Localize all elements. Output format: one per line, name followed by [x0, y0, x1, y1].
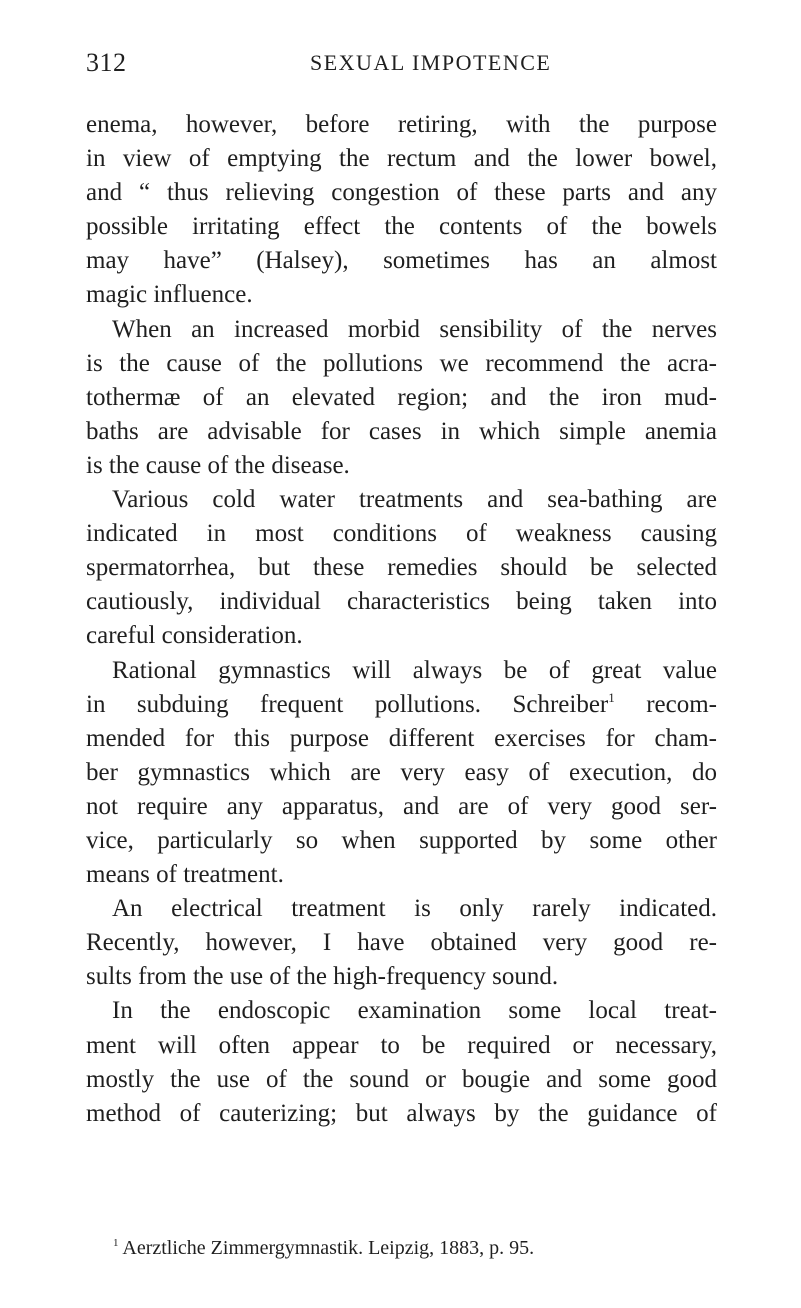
paragraph-cold-water: [86, 483, 717, 653]
text-line: cautiously, individual characteristics being taken into: [86, 588, 717, 616]
text-line: vice, particularly so when supported by some other: [86, 826, 717, 854]
text-line: In the endoscopic examination some local treat-: [112, 997, 717, 1025]
text-line: in view of emptying the rectum and the lower bowel,: [86, 145, 717, 173]
text-line: mostly the use of the sound or bougie and some good: [86, 1065, 717, 1093]
text-line: spermatorrhea, but these remedies should be selected: [86, 554, 717, 582]
text-line: Recently, however, I have obtained very good re-: [86, 929, 717, 957]
footnote-text: Aerztliche Zimmergymnastik. Leipzig, 1883, p. 95.: [118, 1237, 535, 1259]
footnote-reference: 1: [608, 689, 615, 705]
body-text: [86, 108, 717, 1131]
page-number: 312: [86, 48, 127, 77]
text-line: mended for this purpose different exercises for cham-: [86, 724, 717, 752]
paragraph-electrical: [86, 892, 717, 994]
text-line: and “ thus relieving congestion of these parts and any: [86, 179, 717, 207]
text-line: baths are advisable for cases in which simple anemia: [86, 417, 717, 445]
text-line: indicated in most conditions of weakness causing: [86, 520, 717, 548]
paragraph-enema: [86, 108, 717, 313]
text-line: method of cauterizing; but always by the guidance of: [86, 1099, 717, 1127]
page-header: [86, 48, 716, 82]
text-line: ber gymnastics which are very easy of execution, do: [86, 758, 717, 786]
text-line: sults from the use of the high-frequency sound.: [86, 963, 559, 991]
text-line: is the cause of the disease.: [86, 451, 350, 479]
text-line: ment will often appear to be required or necessary,: [86, 1031, 717, 1059]
text-line: possible irritating effect the contents of the bowels: [86, 213, 717, 241]
text-line: magic influence.: [86, 281, 253, 309]
text-segment: in subduing frequent pollutions. Schreiber: [86, 690, 609, 718]
text-line: not require any apparatus, and are of very good ser-: [86, 792, 717, 820]
text-segment: recom-: [614, 690, 717, 718]
text-line: [86, 688, 717, 722]
paragraph-gymnastics: [86, 654, 717, 893]
footnote: [113, 1237, 717, 1260]
paragraph-endoscopic: [86, 994, 717, 1130]
text-line: enema, however, before retiring, with the purpose: [86, 111, 717, 138]
text-line: Various cold water treatments and sea-bathing are: [112, 486, 717, 514]
footnote-mark: 1: [113, 1237, 119, 1249]
text-line: When an increased morbid sensibility of the nerves: [112, 315, 717, 343]
text-line: An electrical treatment is only rarely indicated.: [112, 895, 717, 923]
text-line: is the cause of the pollutions we recommend the acra-: [86, 349, 717, 377]
text-line: tothermæ of an elevated region; and the iron mud-: [86, 383, 717, 411]
text-line: Rational gymnastics will always be of great value: [112, 656, 717, 684]
running-title: SEXUAL IMPOTENCE: [310, 50, 552, 75]
text-line: means of treatment.: [86, 861, 284, 889]
text-line: may have” (Halsey), sometimes has an almost: [86, 247, 717, 275]
text-line: careful consideration.: [86, 622, 303, 650]
paragraph-nerves: [86, 313, 717, 483]
